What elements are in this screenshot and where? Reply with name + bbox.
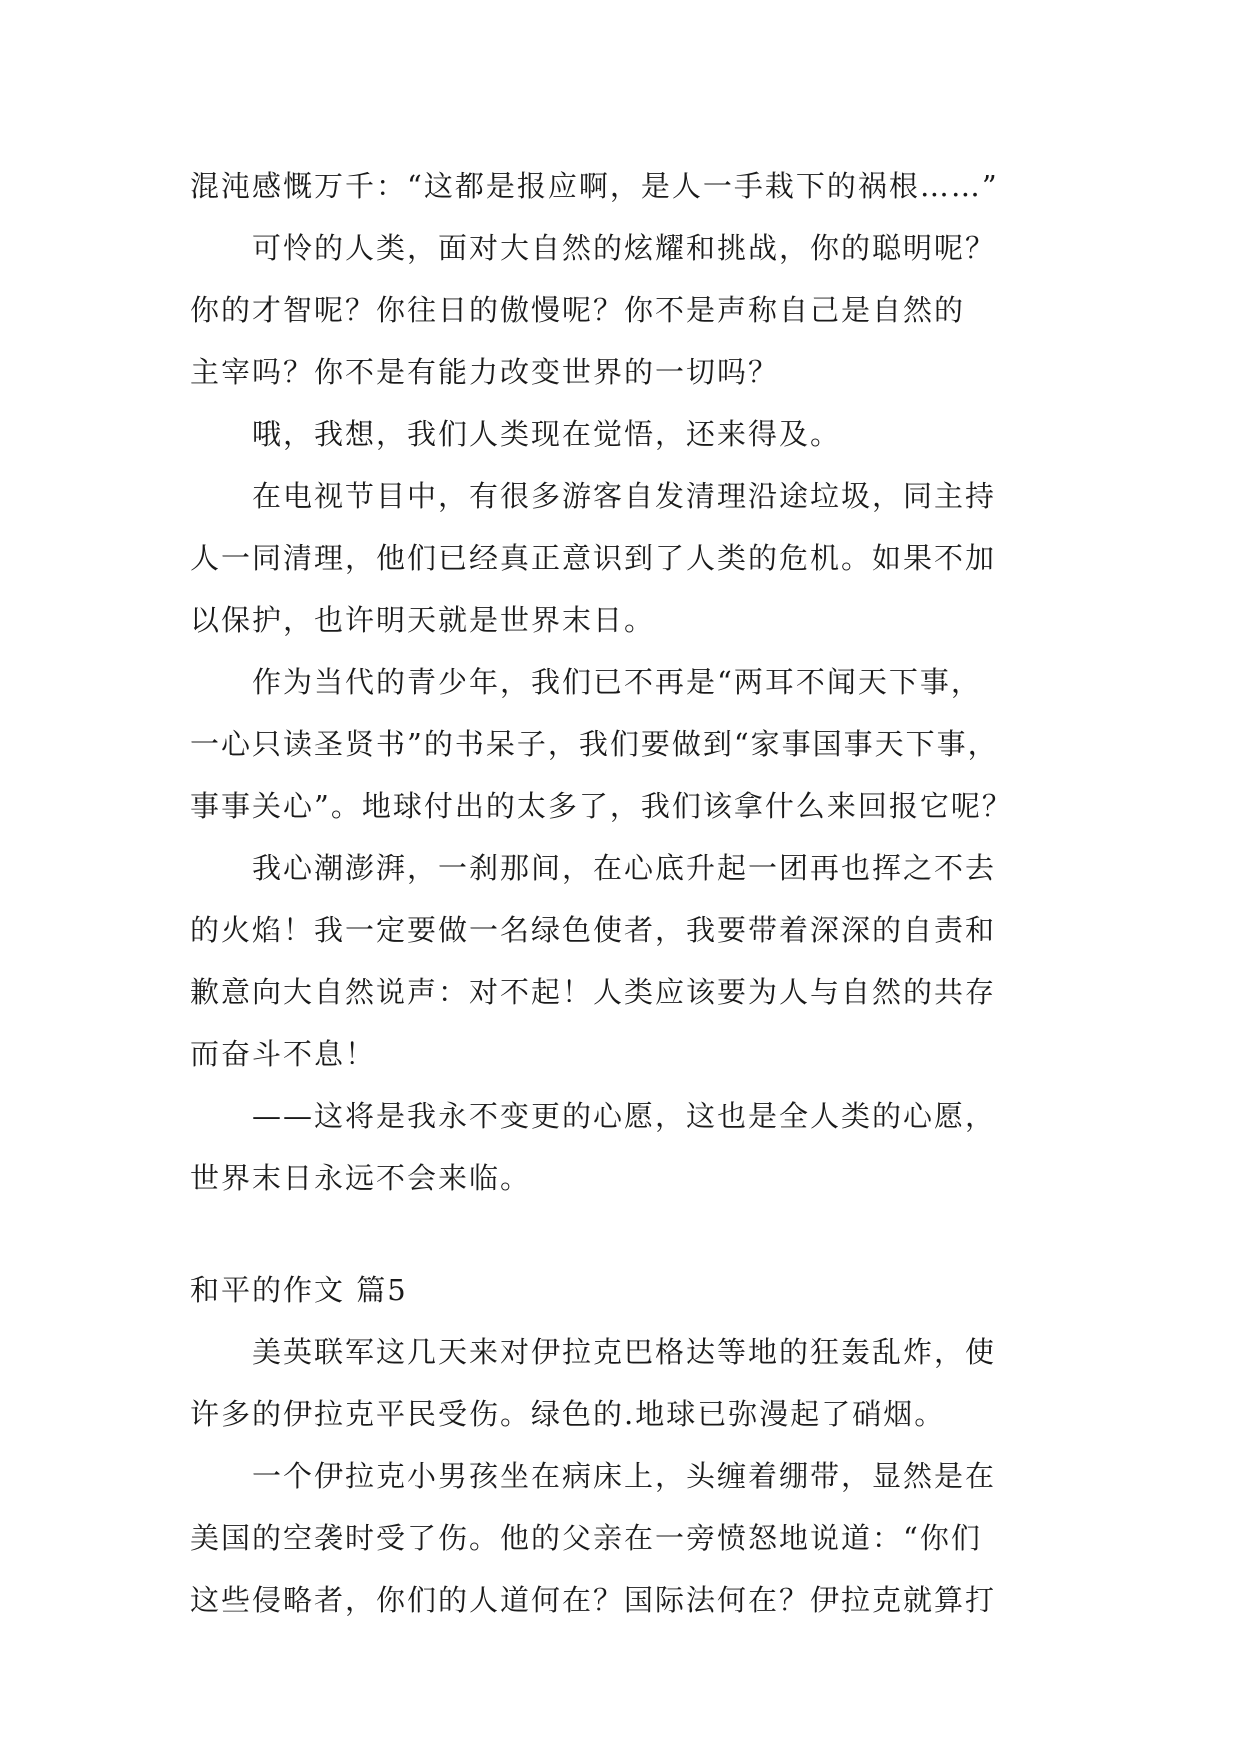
paragraph-3-line-1: 哦，我想，我们人类现在觉悟，还来得及。 (252, 417, 842, 451)
paragraph-9-line-3: 这些侵略者，你们的人道何在？国际法何在？伊拉克就算打 (190, 1583, 997, 1617)
paragraph-6-line-2: 的火焰！我一定要做一名绿色使者，我要带着深深的自责和 (190, 913, 997, 947)
paragraph-7-line-2: 世界末日永远不会来临。 (190, 1161, 532, 1195)
paragraph-1-line-1: 混沌感慨万千：“这都是报应啊，是人一手栽下的祸根……” (190, 169, 999, 203)
paragraph-9-line-1: 一个伊拉克小男孩坐在病床上，头缠着绷带，显然是在 (252, 1459, 997, 1493)
paragraph-2-line-1: 可怜的人类，面对大自然的炫耀和挑战，你的聪明呢？ (252, 231, 997, 265)
paragraph-6-line-1: 我心潮澎湃，一刹那间，在心底升起一团再也挥之不去 (252, 851, 997, 885)
paragraph-4-line-3: 以保护，也许明天就是世界末日。 (190, 603, 656, 637)
paragraph-7-line-1: ——这将是我永不变更的心愿，这也是全人类的心愿， (252, 1099, 997, 1133)
paragraph-6-line-3: 歉意向大自然说声：对不起！人类应该要为人与自然的共存 (190, 975, 997, 1009)
paragraph-9-line-2: 美国的空袭时受了伤。他的父亲在一旁愤怒地说道：“你们 (190, 1521, 982, 1555)
paragraph-4-line-2: 人一同清理，他们已经真正意识到了人类的危机。如果不加 (190, 541, 997, 575)
paragraph-4-line-1: 在电视节目中，有很多游客自发清理沿途垃圾，同主持 (252, 479, 997, 513)
paragraph-6-line-4: 而奋斗不息！ (190, 1037, 377, 1071)
paragraph-8-line-2: 许多的伊拉克平民受伤。绿色的.地球已弥漫起了硝烟。 (190, 1397, 946, 1431)
paragraph-2-line-3: 主宰吗？你不是有能力改变世界的一切吗？ (190, 355, 780, 389)
paragraph-5-line-3: 事事关心”。地球付出的太多了，我们该拿什么来回报它呢？ (190, 789, 1013, 823)
paragraph-8-line-1: 美英联军这几天来对伊拉克巴格达等地的狂轰乱炸，使 (252, 1335, 997, 1369)
paragraph-2-line-2: 你的才智呢？你往日的傲慢呢？你不是声称自己是自然的 (190, 293, 966, 327)
paragraph-5-line-1: 作为当代的青少年，我们已不再是“两耳不闻天下事， (252, 665, 982, 699)
section-heading: 和平的作文 篇5 (190, 1273, 408, 1307)
paragraph-5-line-2: 一心只读圣贤书”的书呆子，我们要做到“家事国事天下事， (190, 727, 999, 761)
